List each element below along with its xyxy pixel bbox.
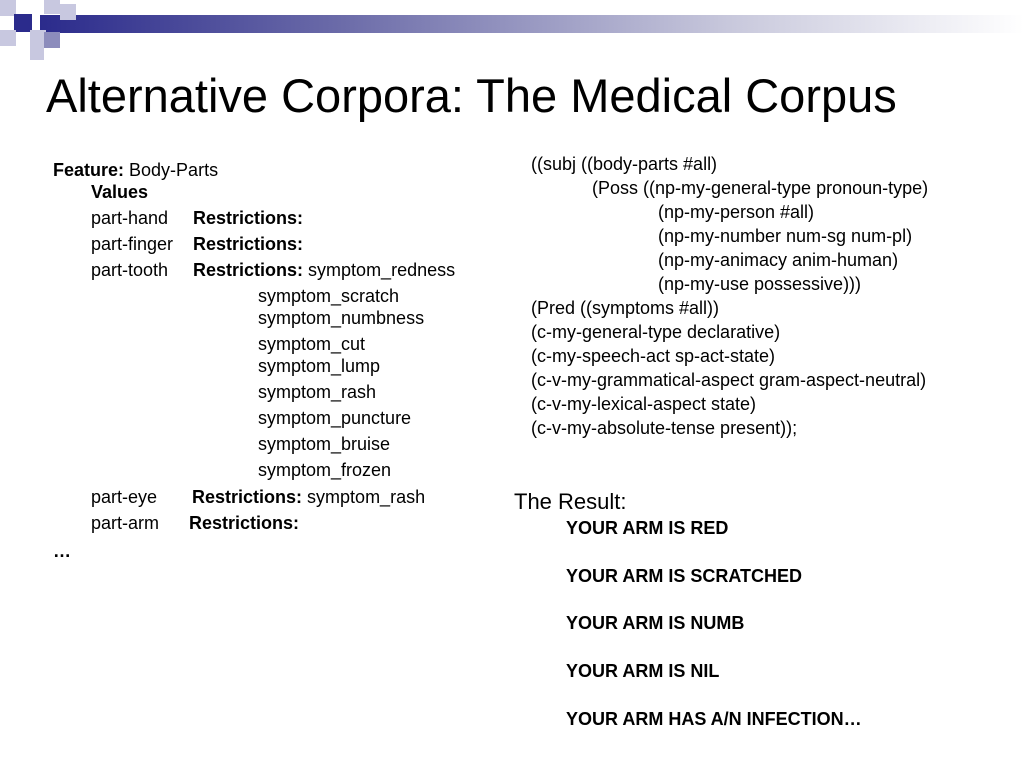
restriction-item: symptom_rash	[307, 487, 426, 507]
feature-heading	[53, 159, 218, 181]
restrictions-label: Restrictions:	[193, 208, 304, 228]
code-line: (Pred ((symptoms #all))	[531, 298, 720, 318]
restriction-item: symptom_cut	[258, 334, 366, 354]
code-line: (np-my-number num-sg num-pl)	[658, 226, 913, 246]
result-line: YOUR ARM IS NUMB	[566, 613, 745, 633]
restriction-item: symptom_bruise	[258, 434, 391, 454]
result-line: YOUR ARM IS RED	[566, 518, 729, 538]
code-line: (Poss ((np-my-general-type pronoun-type)	[592, 178, 929, 198]
restriction-item: symptom_frozen	[258, 460, 392, 480]
code-line: (c-my-speech-act sp-act-state)	[531, 346, 776, 366]
restriction-item: symptom_scratch	[258, 286, 400, 306]
restriction-item: symptom_puncture	[258, 408, 412, 428]
decor-square	[30, 46, 44, 60]
code-line: (c-my-general-type declarative)	[531, 322, 781, 342]
value-name: part-tooth	[91, 260, 169, 280]
restriction-line	[193, 259, 455, 281]
restrictions-label: Restrictions:	[189, 513, 300, 533]
decor-square	[44, 0, 60, 14]
restriction-line	[192, 486, 425, 508]
restrictions-label: Restrictions:	[193, 234, 304, 254]
value-name: part-hand	[91, 208, 169, 228]
feature-label: Feature:	[53, 160, 125, 180]
result-line: YOUR ARM IS SCRATCHED	[566, 566, 803, 586]
header-gradient-bar	[40, 15, 1024, 33]
code-line: (c-v-my-absolute-tense present));	[531, 418, 798, 438]
code-line: (c-v-my-lexical-aspect state)	[531, 394, 757, 414]
restriction-item: symptom_rash	[258, 382, 377, 402]
values-label: Values	[91, 182, 149, 202]
value-name: part-eye	[91, 487, 158, 507]
result-line: YOUR ARM HAS A/N INFECTION…	[566, 709, 862, 729]
result-line: YOUR ARM IS NIL	[566, 661, 720, 681]
code-line: (np-my-animacy anim-human)	[658, 250, 899, 270]
restriction-item: symptom_redness	[308, 260, 456, 280]
restriction-item: symptom_numbness	[258, 308, 425, 328]
restrictions-label: Restrictions:	[193, 260, 304, 280]
ellipsis: …	[53, 541, 71, 561]
code-line: ((subj ((body-parts #all)	[531, 154, 718, 174]
code-line: (np-my-person #all)	[658, 202, 815, 222]
value-name: part-arm	[91, 513, 160, 533]
restrictions-label: Restrictions:	[192, 487, 303, 507]
decor-square	[60, 4, 76, 20]
feature-value: Body-Parts	[129, 160, 219, 180]
slide-title: Alternative Corpora: The Medical Corpus	[46, 69, 897, 122]
value-name: part-finger	[91, 234, 174, 254]
code-line: (c-v-my-grammatical-aspect gram-aspect-neutral)	[531, 370, 927, 390]
decor-square	[0, 30, 16, 46]
restriction-item: symptom_lump	[258, 356, 381, 376]
result-label: The Result:	[514, 489, 627, 514]
decor-square	[44, 32, 60, 48]
code-line: (np-my-use possessive)))	[658, 274, 862, 294]
